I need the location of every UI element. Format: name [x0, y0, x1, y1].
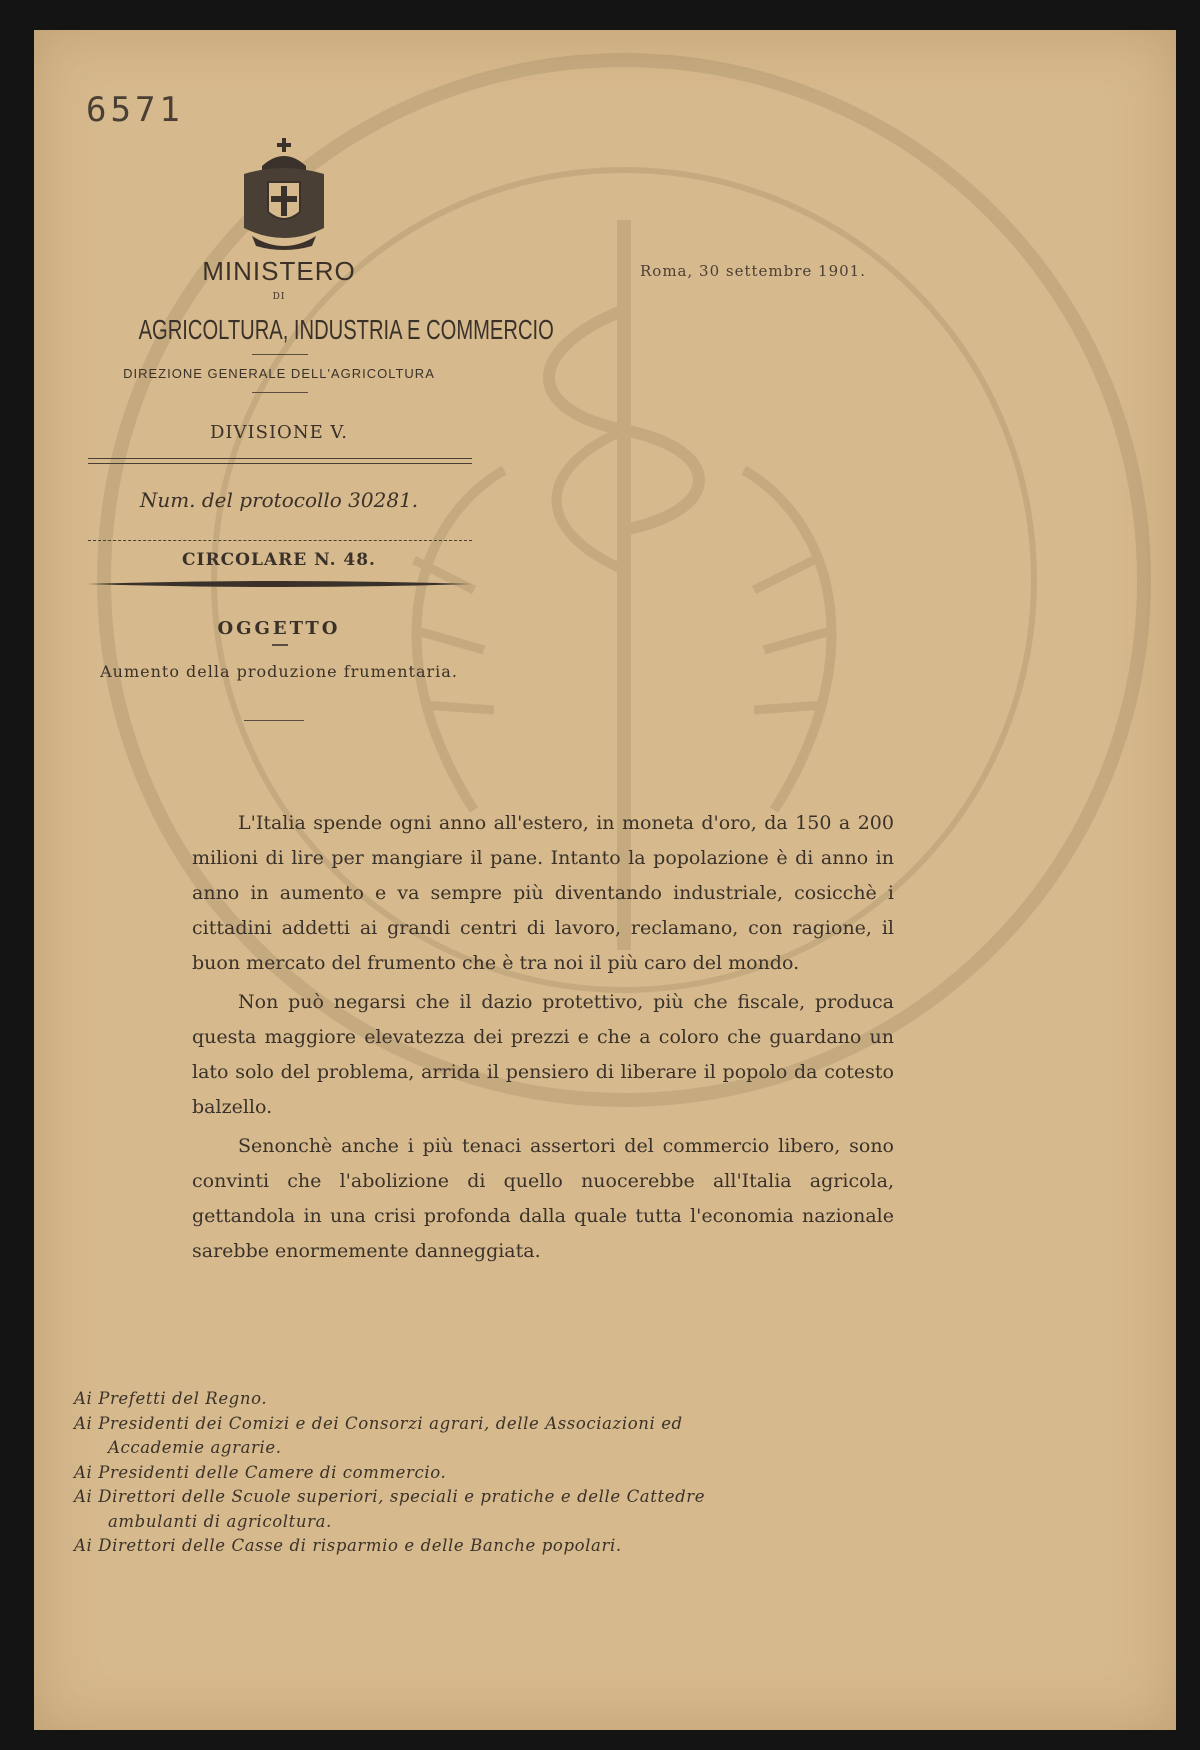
- circular-number: CIRCOLARE N. 48.: [182, 550, 376, 570]
- recipient-line: Ai Presidenti dei Comizi e dei Consorzi agrari, delle Associazioni ed Accademie agrarie.: [74, 1413, 683, 1457]
- directorate-title: DIREZIONE GENERALE DELL'AGRICOLTURA: [123, 366, 435, 381]
- body-paragraph: Non può negarsi che il dazio protettivo, più che fiscale, produca questa maggiore elevatezza dei prezzi e che a coloro che guardano un lato solo del problema, arrida il pensiero di liberare il popolo da cotesto balzello.: [192, 991, 894, 1118]
- division-label: DIVISIONE V.: [209, 422, 349, 443]
- swell-rule: [88, 580, 472, 588]
- recipient-line: Ai Presidenti delle Camere di commercio.: [74, 1462, 447, 1482]
- recipient-line: Ai Direttori delle Casse di risparmio e delle Banche popolari.: [74, 1536, 622, 1555]
- date-line: Roma, 30 settembre 1901.: [640, 262, 866, 280]
- recipient-line: Ai Prefetti del Regno.: [74, 1389, 268, 1408]
- document-number: 6571: [86, 90, 184, 130]
- subject-text: Aumento della produzione frumentaria.: [100, 662, 458, 681]
- body-text: [192, 806, 894, 1273]
- department-title: AGRICOLTURA, INDUSTRIA E COMMERCIO: [138, 314, 554, 345]
- ministry-title: MINISTERO: [202, 256, 356, 286]
- divider: [244, 720, 304, 721]
- subject-heading: OGGETTO: [217, 618, 341, 639]
- divider: [252, 354, 308, 355]
- recipients-list: [74, 1387, 754, 1559]
- royal-crest-icon: [238, 136, 330, 254]
- document-page: [34, 30, 1176, 1730]
- divider: [272, 644, 288, 646]
- ministry-di: DI: [272, 292, 286, 302]
- body-paragraph: Senonchè anche i più tenaci assertori del commercio libero, sono convinti che l'abolizione di quello nuocerebbe all'Italia agricola, gettandola in una crisi profonda dalla quale tutta l'economia nazionale sarebbe enormemente danneggiata.: [192, 1135, 894, 1262]
- double-rule: [88, 458, 472, 464]
- recipient-line: Ai Direttori delle Scuole superiori, speciali e pratiche e delle Cattedre ambulanti di agricoltura.: [74, 1487, 706, 1531]
- body-paragraph: L'Italia spende ogni anno all'estero, in moneta d'oro, da 150 a 200 milioni di lire per mangiare il pane. Intanto la popolazione è di anno in anno in aumento e va sempre più diventando industriale, cosicchè i cittadini addetti ai grandi centri di lavoro, reclamano, con ragione, il buon mercato del frumento che è tra noi il più caro del mondo.: [192, 812, 894, 974]
- dotted-rule: [88, 540, 472, 541]
- divider: [252, 392, 308, 393]
- protocol-number: Num. del protocollo 30281.: [139, 488, 419, 512]
